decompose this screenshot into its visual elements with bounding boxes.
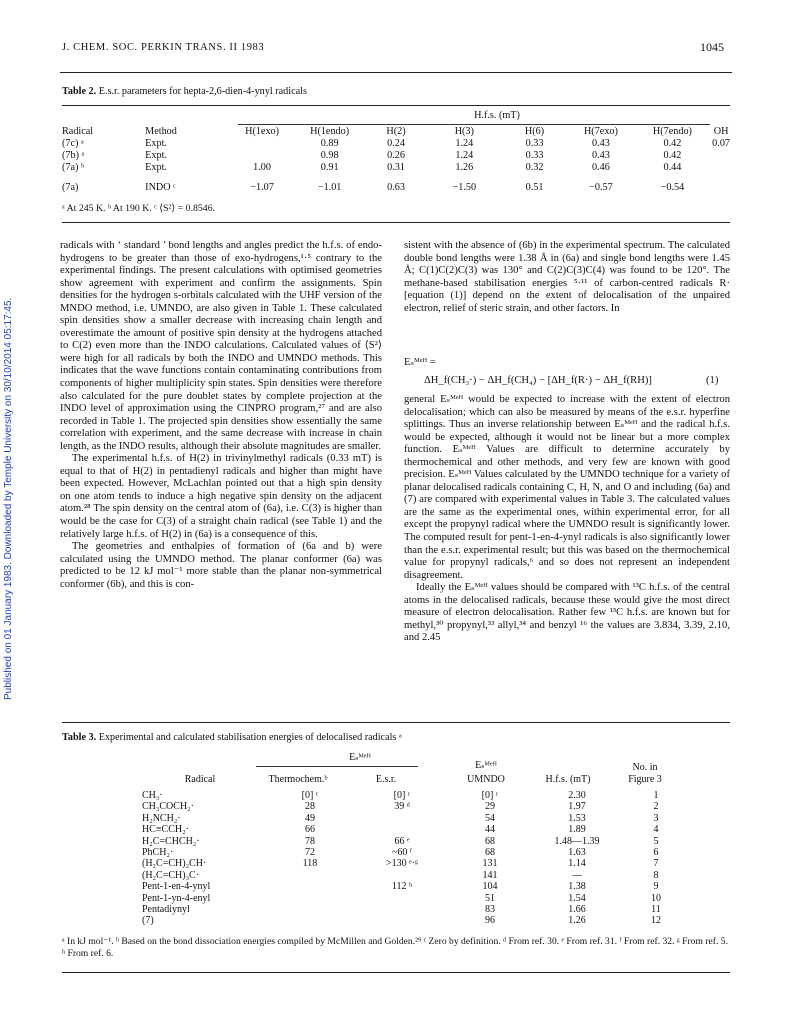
table2-cell [230, 138, 294, 150]
download-notice: Published on 01 January 1983. Downloaded by Temple University on 30/10/2014 05:17:45. [3, 297, 14, 700]
right-column-bottom [404, 394, 730, 645]
table3-bottom-rule [62, 972, 730, 973]
table3-cell [264, 893, 356, 904]
table2-cell: 0.89 [320, 138, 339, 149]
table3-row [138, 824, 690, 835]
table3-cell [356, 893, 448, 904]
table3-caption [62, 732, 402, 743]
table2-cell: (7a) [62, 182, 79, 193]
table3-cell: 4 [653, 824, 659, 836]
table3-cell: 11 [651, 904, 661, 916]
table3-row [138, 893, 690, 904]
table3-cell: (H₂C=CH)₃C· [142, 869, 200, 881]
table3-cell: 68 [485, 847, 495, 859]
table2-cell: 0.91 [320, 162, 339, 173]
table3-cell: 1.38 [568, 881, 586, 893]
table3-cell: H₂NCH₂· [142, 812, 181, 824]
table3-cell: H₂C=CHCH₂· [142, 835, 200, 847]
table3-cell: 54 [485, 812, 495, 824]
table2-col-h6: H(6) [524, 126, 545, 137]
table3-cell [264, 904, 356, 915]
table3-row [138, 904, 690, 915]
table3-row [138, 915, 690, 926]
table2-row [60, 150, 732, 162]
table2-caption [62, 86, 307, 97]
table2-cell [710, 162, 732, 174]
table3-row [138, 858, 690, 869]
table3-cell: 68 [485, 835, 495, 847]
equation-rhs: ΔH_f(CH₃·) − ΔH_f(CH₄) − [ΔH_f(R·) − ΔH_f(RH)] [424, 375, 652, 386]
table2-cell: 0.33 [525, 150, 544, 161]
table3-cell: 10 [651, 892, 661, 904]
table3-cell: 78 [305, 835, 315, 847]
table2-cell: −0.57 [589, 182, 613, 193]
table3-row [138, 836, 690, 847]
table3-cell: 8 [653, 869, 659, 881]
table2-col-h1endo: H(1endo) [310, 126, 350, 137]
table3-cell: — [572, 869, 582, 881]
table2-row [60, 162, 732, 174]
right-column-top: sistent with the absence of (6b) in the experimental spectrum. The calculated double bond lengths were 1.38 Å in (6a) and single bond lengths were 1.45 Å; C(1)C(2)C(3) was 130° and C(2)C(3)C(4) was found to be 120°. The methane-based stabilisation energies ⁵·¹¹ of carbon-centred radicals R· [equation (1)] depend on the extent of delocalisation of the unpaired electron, relief of steric strain, and other factors. In [404, 240, 730, 314]
table3-cell: >130 ᵉ·ᵍ [385, 858, 419, 870]
table2-cell: (7b) ᵃ [62, 150, 85, 161]
table3-cell: CH₃· [142, 790, 163, 801]
table3-cell [356, 915, 448, 926]
table3-cell: 9 [653, 881, 659, 893]
table2-cell: 0.07 [712, 138, 730, 149]
table2-cell: 0.43 [592, 150, 610, 161]
table2-cell: 1.24 [455, 138, 474, 149]
table2-title: E.s.r. parameters for hepta-2,6-dien-4-ynyl radicals [98, 86, 307, 97]
table3-cell: 29 [485, 801, 495, 813]
equation-lhs: Eₛᴹᵉᴴ = [404, 357, 436, 368]
table3-umndo-header: Eₛᴹᵉᴴ [475, 760, 497, 771]
table3-cell: 12 [651, 915, 661, 927]
table3-cell: 1.14 [568, 858, 586, 870]
table2-cell: 0.42 [663, 150, 682, 161]
table3-cell: 6 [653, 847, 659, 859]
table2-col-h1exo: H(1exo) [245, 126, 280, 137]
table2-cell: 0.44 [663, 162, 682, 173]
table2-col-radical: Radical [62, 126, 94, 137]
table2-col-h3: H(3) [454, 126, 474, 137]
table3-col-esr: E.s.r. [375, 774, 397, 785]
table3-cell: 2 [653, 801, 659, 813]
table3-cell: 104 [482, 881, 498, 893]
table3-cell: 1.97 [568, 801, 586, 813]
table3-cell: 44 [485, 824, 495, 836]
table3-cell: 66 ᵉ [394, 835, 410, 847]
table3-cell: (7) [142, 915, 154, 927]
table3-row [138, 881, 690, 892]
table2-col-oh: OH [713, 126, 729, 137]
left-paragraph-1: radicals with ‘ standard ’ bond lengths and angles predict the h.f.s. of endo-hydrogens to be greater than those of exo-hydrogens,¹·⁵ contrary to the experimental findings. The present calculations with optimised geometries show agreement with experiment and confirm the assignments. Spin densities for the hydrogen s-orbitals calculated with the UHF version of the MNDO method, i.e. UMNDO, are also given in Table 1. These calculated spin densities show a smaller decrease with increasing chain length and overestimate the amount of positive spin density at the hydrogens attached to C(2) even more than the INDO calculations. Calculated values of ⟨S²⟩ were high for all radicals by both the INDO and UMNDO methods. This indicates that the wave functions contain contaminating contributions from components of higher multiplicity spin states. Spin densities were therefore also calculated for the pure doublet states by complete projection at the INDO level of approximation using the CINPRO program,²⁷ and are also recorded in Table 1. The projected spin densities show essentially the same correlation with experiment, and the same decrease with increase in chain length, as the INDO results, although their absolute magnitudes are smaller. [60, 240, 382, 452]
table3-brace [256, 766, 418, 767]
table2-cell: (7c) ᵃ [62, 138, 84, 149]
table3-col-thermochem: Thermochem.ᵇ [268, 774, 328, 785]
table3-cell: 131 [482, 858, 498, 870]
table2-bottom-rule [62, 222, 730, 223]
page-number: 1045 [700, 40, 724, 54]
table3-cell: 7 [653, 858, 659, 870]
table2-cell: Expt. [145, 138, 167, 149]
equation-number: (1) [706, 375, 719, 386]
table2 [60, 126, 732, 194]
table3-cell: 83 [485, 904, 495, 916]
table3-cell: Pentadiynyl [142, 904, 190, 916]
left-column [60, 240, 382, 591]
table3-cell: 51 [485, 892, 495, 904]
table2-cell: Expt. [145, 150, 167, 161]
table2-cell [710, 150, 732, 162]
table2-col-h7exo: H(7exo) [583, 126, 618, 137]
table3-row [138, 870, 690, 881]
table3-cell: 141 [482, 869, 498, 881]
table2-row [60, 138, 732, 150]
table3-cell [356, 824, 448, 835]
table2-label: Table 2. [62, 86, 97, 97]
table3-cell: 96 [485, 915, 495, 927]
table2-cell: 0.42 [663, 138, 682, 149]
left-paragraph-3: The geometries and enthalpies of formation of (6a and b) were calculated using the UMNDO method. The planar conformer (6a) was predicted to be 12 kJ mol⁻¹ more stable than the planar non-symmetrical conformer (6b), and this is con- [60, 541, 382, 590]
table3-col-figure: Figure 3 [628, 774, 662, 785]
table3-cell: [0] ᶜ [301, 790, 319, 801]
table2-cell: 0.63 [387, 182, 405, 193]
table2-col-h2: H(2) [386, 126, 406, 137]
table3-cell: 39 ᵈ [394, 801, 410, 813]
left-paragraph-2: The experimental h.f.s. of H(2) in trivinylmethyl radicals (0.33 mT) is equal to that of H(2) in pentadienyl radicals and higher than might have been expected. However, McLachlan pointed out that a high spin density on one atom tends to induce a high negative spin density on the adjacent atom.²⁸ The spin density on the central atom of (6a), i.e. C(3) is higher than would be the case for C(3) of a straight chain radical (see Table 1) and the relatively large h.f.s. of H(2) in (6a) is a consequence of this. [60, 453, 382, 540]
table2-cell: 0.43 [592, 138, 610, 149]
table3-col-hfs: H.f.s. (mT) [545, 774, 591, 785]
header-rule [60, 72, 732, 73]
table3-cell: 72 [305, 847, 315, 859]
right-paragraph-1: general Eₛᴹᵉᴴ would be expected to increase with the extent of electron delocalisation; which can also be measured by means of the e.s.r. hyperfine splittings. Thus an inverse relationship between Eₛᴹᵉᴴ and the radical h.f.s. would be expected, although it would not be linear but a more complex function. Eₛᴹᵉᴴ Values are difficult to determine accurately by thermochemical and other methods, and very few are known with good precision. Eₛᴹᵉᴴ Values calculated by the UMNDO technique for a variety of planar delocalised radicals containing C, H, N, and O and including (6a) and (7) are compared with experimental values in Table 3. The calculated values are the same as the experimental ones, within experimental error, for all except the propynyl radical where the UMNDO result is significantly lower. The computed result for pent-1-en-4-ynyl radicals is also significantly lower than the e.s.r. experimental result; but this was based on the thermochemical value for propynyl radicals,⁶ and so does not represent an independent disagreement. [404, 394, 730, 581]
table3-col-radical: Radical [184, 774, 216, 785]
table3-cell: 112 ʰ [391, 881, 413, 893]
table3-footnote: ᵃ In kJ mol⁻¹. ᵇ Based on the bond dissociation energies compiled by McMillen and Golden.²⁹ ᶜ Zero by definition. ᵈ From ref. 30. ᵉ From ref. 31. ᶠ From ref. 32. ᵍ From ref. 5. ʰ From ref. 6. [62, 936, 728, 959]
table2-col-method: Method [145, 126, 177, 137]
table2-cell: −1.07 [250, 182, 274, 193]
table3-title: Experimental and calculated stabilisation energies of delocalised radicals ᵃ [98, 732, 402, 743]
table2-cell [230, 150, 294, 162]
table3-cell: CH₃COCH₂· [142, 801, 194, 813]
table2-cell: Expt. [145, 162, 167, 173]
table3-cell: [0] ᶜ [393, 790, 411, 801]
table3-cell: 2.30 [568, 790, 586, 801]
table2-cell: −1.01 [317, 182, 342, 193]
table3-cell [264, 915, 356, 926]
table3-cell: 66 [305, 824, 315, 836]
table3-cell: 28 [305, 801, 315, 813]
table2-footnote: ᵃ At 245 K. ᵇ At 190 K. ᶜ ⟨S²⟩ = 0.8546. [62, 203, 216, 214]
table3-cell: 1.89 [568, 824, 586, 836]
table2-cell [710, 174, 732, 194]
table2-cell: 0.98 [320, 150, 339, 161]
table2-cell: (7a) ᵇ [62, 162, 85, 173]
table2-col-h7endo: H(7endo) [652, 126, 692, 137]
table3-top-rule [62, 722, 730, 723]
table3-row [138, 847, 690, 858]
table3-cell [264, 870, 356, 881]
table3-cell: 1.63 [568, 847, 586, 859]
table2-cell: 1.24 [455, 150, 474, 161]
table2-cell: −1.50 [452, 182, 477, 193]
table3-cell: PhCH₂· [142, 847, 174, 859]
table2-cell: 0.33 [525, 138, 544, 149]
table2-brace [238, 124, 710, 125]
journal-header: J. CHEM. SOC. PERKIN TRANS. II 1983 [62, 42, 265, 53]
table2-cell: 0.24 [387, 138, 405, 149]
table3-cell: 118 [302, 858, 318, 870]
table2-cell: 1.26 [455, 162, 474, 173]
table3 [138, 790, 690, 927]
table2-cell: 0.26 [387, 150, 405, 161]
table2-cell: 0.31 [387, 162, 405, 173]
table3-col-no: No. in [632, 762, 658, 773]
table2-cell: 0.51 [525, 182, 544, 193]
table3-row [138, 801, 690, 812]
table3-cell: (H₂C=CH)₂CH· [142, 858, 207, 870]
table3-cell [356, 904, 448, 915]
table3-cell: 1.54 [568, 892, 586, 904]
table3-cell: 1.66 [568, 904, 586, 916]
table2-header-row [60, 126, 732, 138]
table2-row [60, 174, 732, 194]
table2-top-rule [62, 105, 730, 106]
table3-cell: 1.48—1.39 [554, 835, 600, 847]
table3-cell: 5 [653, 835, 659, 847]
table3-cell [356, 813, 448, 824]
table3-col-umndo: UMNDO [467, 774, 505, 785]
table3-cell: Pent-1-yn-4-enyl [142, 892, 211, 904]
table3-row [138, 790, 690, 801]
table2-cell: 0.46 [592, 162, 610, 173]
table3-cell: ~60 ᶠ [392, 847, 412, 859]
table3-cell: [0] ᶜ [481, 790, 499, 801]
table3-row [138, 813, 690, 824]
table2-group-header: H.f.s. (mT) [474, 110, 520, 121]
table2-cell: 0.32 [525, 162, 544, 173]
table3-cell: HC≡CCH₂· [142, 824, 189, 836]
table2-cell: 1.00 [253, 162, 271, 173]
table3-cell [356, 870, 448, 881]
table2-cell: −0.54 [660, 182, 685, 193]
table2-cell: INDO ᶜ [145, 182, 176, 193]
table3-label: Table 3. [62, 732, 97, 743]
table3-cell: 1 [653, 790, 659, 801]
table3-cell: 1.26 [568, 915, 586, 927]
table3-cell [264, 881, 356, 892]
right-paragraph-2: Ideally the Eₛᴹᵉᴴ values should be compared with ¹³C h.f.s. of the central atoms in the delocalised radicals, because these would give the most direct measure of electron delocalisation. Rather few ¹³C h.f.s. are known but for methyl,³⁰ propynyl,³³ allyl,³⁴ and benzyl ¹⁶ the values are 3.834, 3.39, 2.10, and 2.45 [404, 582, 730, 644]
table3-cell: Pent-1-en-4-ynyl [142, 881, 211, 893]
table3-group-header: Eₛᴹᵉᴴ [349, 752, 371, 763]
table3-cell: 49 [305, 812, 315, 824]
table3-cell: 1.53 [568, 812, 586, 824]
table3-cell: 3 [653, 812, 659, 824]
